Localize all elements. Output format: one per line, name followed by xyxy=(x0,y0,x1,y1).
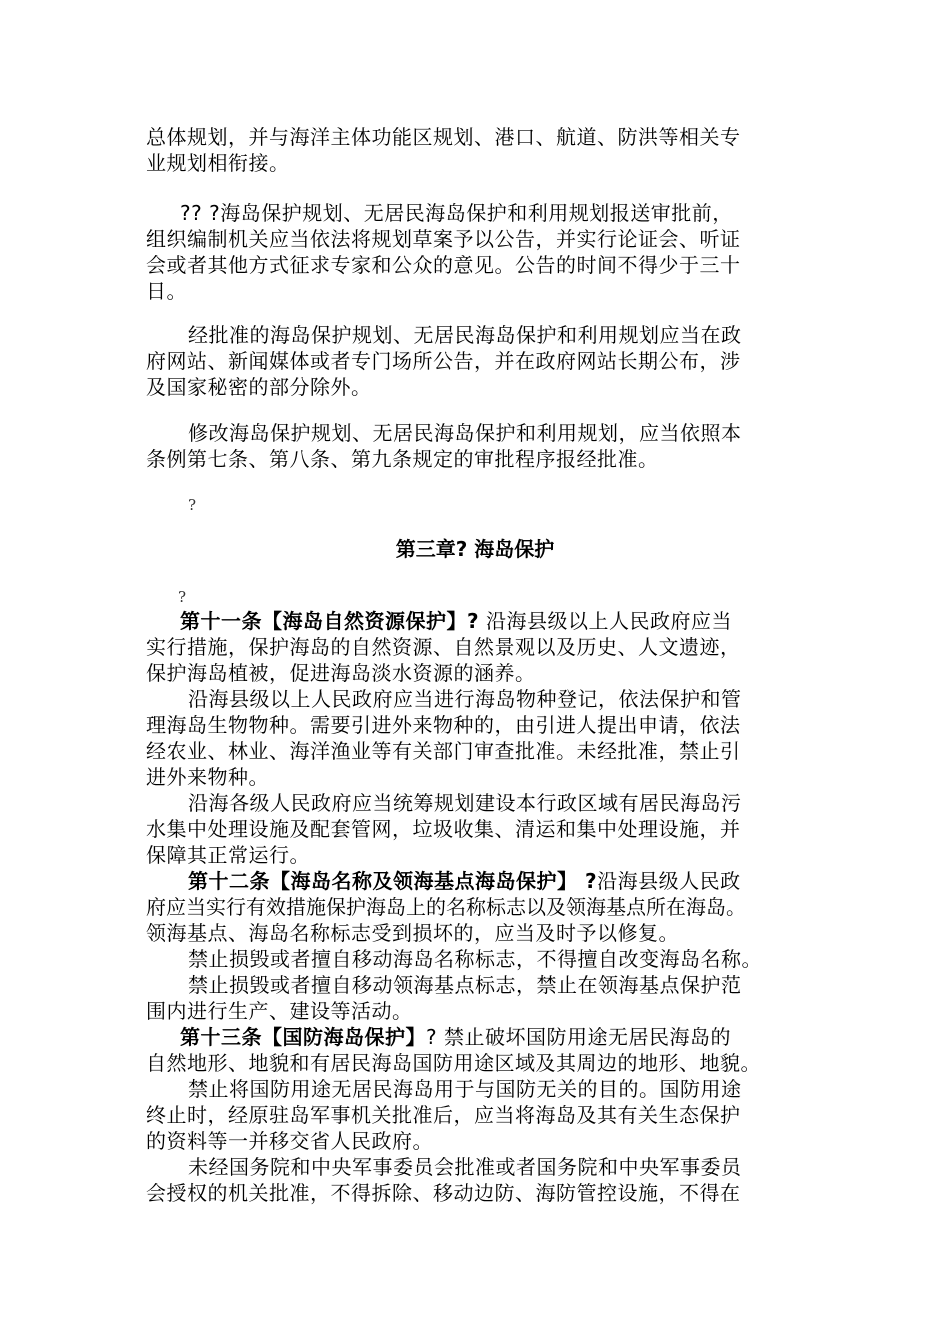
text-line: 禁止将国防用途无居民海岛用于与国防无关的目的。国防用途 xyxy=(188,1077,742,1101)
text-line: 领海基点、海岛名称标志受到损坏的，应当及时予以修复。 xyxy=(146,921,679,945)
text-line: 未经国务院和中央军事委员会批准或者国务院和中央军事委员 xyxy=(188,1155,742,1179)
article-text: 沿海县级以上人民政府应当 xyxy=(479,609,732,633)
text-line: 围内进行生产、建设等活动。 xyxy=(146,999,413,1023)
text-line: 保障其正常运行。 xyxy=(146,843,310,867)
text-line: 及国家秘密的部分除外。 xyxy=(146,375,372,399)
text-line: 经批准的海岛保护规划、无居民海岛保护和利用规划应当在政 xyxy=(188,323,742,347)
text-line: 保护海岛植被，促进海岛淡水资源的涵养。 xyxy=(146,661,536,685)
text-line: 沿海各级人民政府应当统筹规划建设本行政区域有居民海岛污 xyxy=(188,791,742,815)
article-12-title: 第十二条【海岛名称及领海基点海岛保护】 ? xyxy=(188,869,598,893)
text-line: 组织编制机关应当依法将规划草案予以公告，并实行论证会、听证 xyxy=(146,227,741,251)
text-line: 修改海岛保护规划、无居民海岛保护和利用规划，应当依照本 xyxy=(188,421,742,445)
text-line: 府网站、新闻媒体或者专门场所公告，并在政府网站长期公布，涉 xyxy=(146,349,741,373)
text-line: 禁止损毁或者擅自移动海岛名称标志，不得擅自改变海岛名称。 xyxy=(188,947,762,971)
text-line: 府应当实行有效措施保护海岛上的名称标志以及领海基点所在海岛。 xyxy=(146,895,746,919)
text-line: 日。 xyxy=(146,279,187,303)
text-line: 的资料等一并移交省人民政府。 xyxy=(146,1129,433,1153)
article-12-first-line xyxy=(188,868,741,894)
placeholder-mark: ? xyxy=(188,496,197,514)
text-line: 实行措施，保护海岛的自然资源、自然景观以及历史、人文遗迹， xyxy=(146,635,741,659)
article-11-first-line xyxy=(180,608,732,634)
article-text: ? 禁止破坏国防用途无居民海岛的 xyxy=(426,1025,731,1049)
text-line: 进外来物种。 xyxy=(146,765,269,789)
text-line: 理海岛生物物种。需要引进外来物种的，由引进人提出申请，依法 xyxy=(146,713,741,737)
article-13-first-line xyxy=(180,1024,731,1050)
text-line: 水集中处理设施及配套管网，垃圾收集、清运和集中处理设施，并 xyxy=(146,817,741,841)
article-text: 沿海县级人民政 xyxy=(597,869,741,893)
text-line: 禁止损毁或者擅自移动领海基点标志，禁止在领海基点保护范 xyxy=(188,973,742,997)
text-line: 会或者其他方式征求专家和公众的意见。公告的时间不得少于三十 xyxy=(146,253,741,277)
text-line: 会授权的机关批准，不得拆除、移动边防、海防管控设施，不得在 xyxy=(146,1181,741,1205)
text-line: 条例第七条、第八条、第九条规定的审批程序报经批准。 xyxy=(146,447,659,471)
chapter-title: 第三章? 海岛保护 xyxy=(395,537,555,561)
text-line: 业规划相衔接。 xyxy=(146,151,290,175)
text-line: ?? ?海岛保护规划、无居民海岛保护和利用规划报送审批前， xyxy=(180,201,733,225)
article-13-title: 第十三条【国防海岛保护】 xyxy=(180,1025,426,1049)
text-line: 总体规划，并与海洋主体功能区规划、港口、航道、防洪等相关专 xyxy=(146,125,741,149)
text-line: 自然地形、地貌和有居民海岛国防用途区域及其周边的地形、地貌。 xyxy=(146,1051,761,1075)
text-line: 经农业、林业、海洋渔业等有关部门审查批准。未经批准，禁止引 xyxy=(146,739,741,763)
placeholder-mark: ? xyxy=(178,588,187,606)
text-line: 沿海县级以上人民政府应当进行海岛物种登记，依法保护和管 xyxy=(188,687,742,711)
text-line: 终止时，经原驻岛军事机关批准后，应当将海岛及其有关生态保护 xyxy=(146,1103,741,1127)
article-11-title: 第十一条【海岛自然资源保护】? xyxy=(180,609,480,633)
